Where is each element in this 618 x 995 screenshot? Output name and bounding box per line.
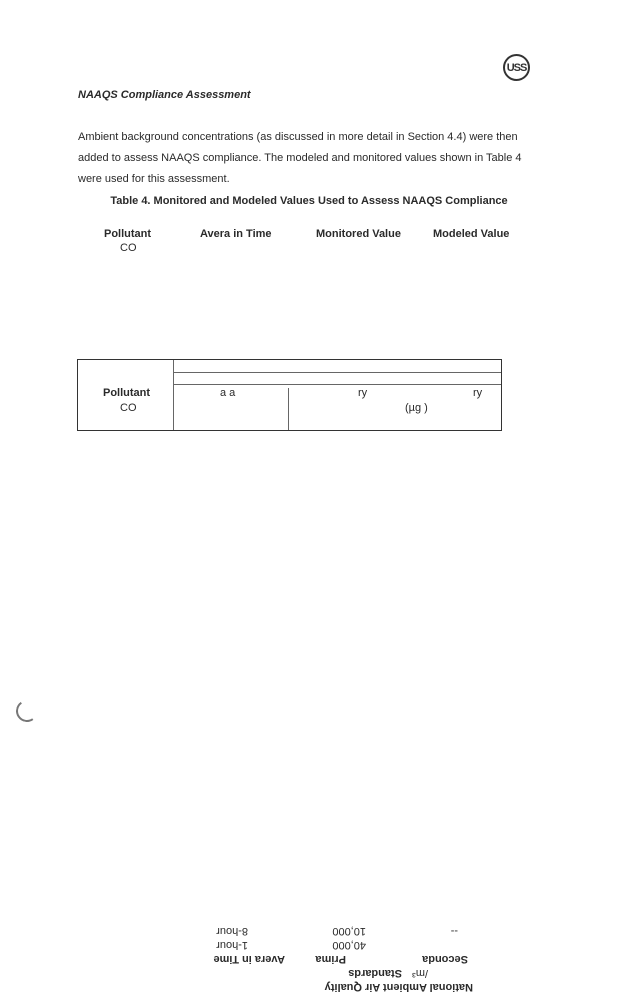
averaging-fragment: a a — [220, 387, 236, 399]
pollutant-table — [77, 359, 502, 431]
inverted-row1-time: 1-hour — [216, 939, 248, 951]
pollutant-label: Pollutant — [103, 387, 151, 399]
secondary-fragment: ry — [473, 387, 483, 399]
col-header-modeled-value: Modeled Value — [433, 228, 510, 240]
primary-fragment: ry — [358, 387, 368, 399]
body-paragraph: Ambient background concentrations (as discussed in more detail in Section 4.4) were then added to assess NAAQS compliance. The modeled and monitored values shown in Table 4 were used for this assessment. — [78, 131, 522, 185]
inverted-table-fragment — [0, 915, 618, 995]
scan-mark-icon — [14, 698, 39, 723]
pollutant-co: CO — [120, 242, 137, 254]
table-divider — [173, 384, 501, 385]
col-header-pollutant: Pollutant — [104, 228, 152, 240]
table-divider — [288, 388, 289, 430]
inverted-col-secondary: Seconda — [422, 953, 468, 965]
inverted-row1-value: 40,000 — [332, 939, 366, 951]
inverted-col-primary: Prima — [315, 953, 346, 965]
units-header: /m³ — [412, 967, 428, 979]
table-divider — [173, 372, 501, 373]
table-divider — [173, 360, 174, 430]
naaqs-header: National Ambient Air Quality — [324, 981, 473, 993]
inverted-row2-value: 10,000 — [332, 925, 366, 937]
inverted-row2-time: 8-hour — [216, 925, 248, 937]
section-heading: NAAQS Compliance Assessment — [78, 89, 251, 101]
col-header-monitored-value: Monitored Value — [316, 228, 401, 240]
pollutant-value: CO — [120, 402, 137, 414]
uss-logo — [503, 54, 530, 81]
units-label: (µg ) — [405, 402, 428, 414]
table-caption: Table 4. Monitored and Modeled Values Used to Assess NAAQS Compliance — [110, 195, 508, 207]
uss-logo-text: USS — [506, 61, 527, 74]
inverted-col-averaging: Avera in Time — [213, 953, 285, 965]
standards-header: Standards — [348, 967, 402, 979]
inverted-secondary-value: -- — [450, 925, 458, 937]
col-header-averaging-time: Avera in Time — [200, 228, 272, 240]
